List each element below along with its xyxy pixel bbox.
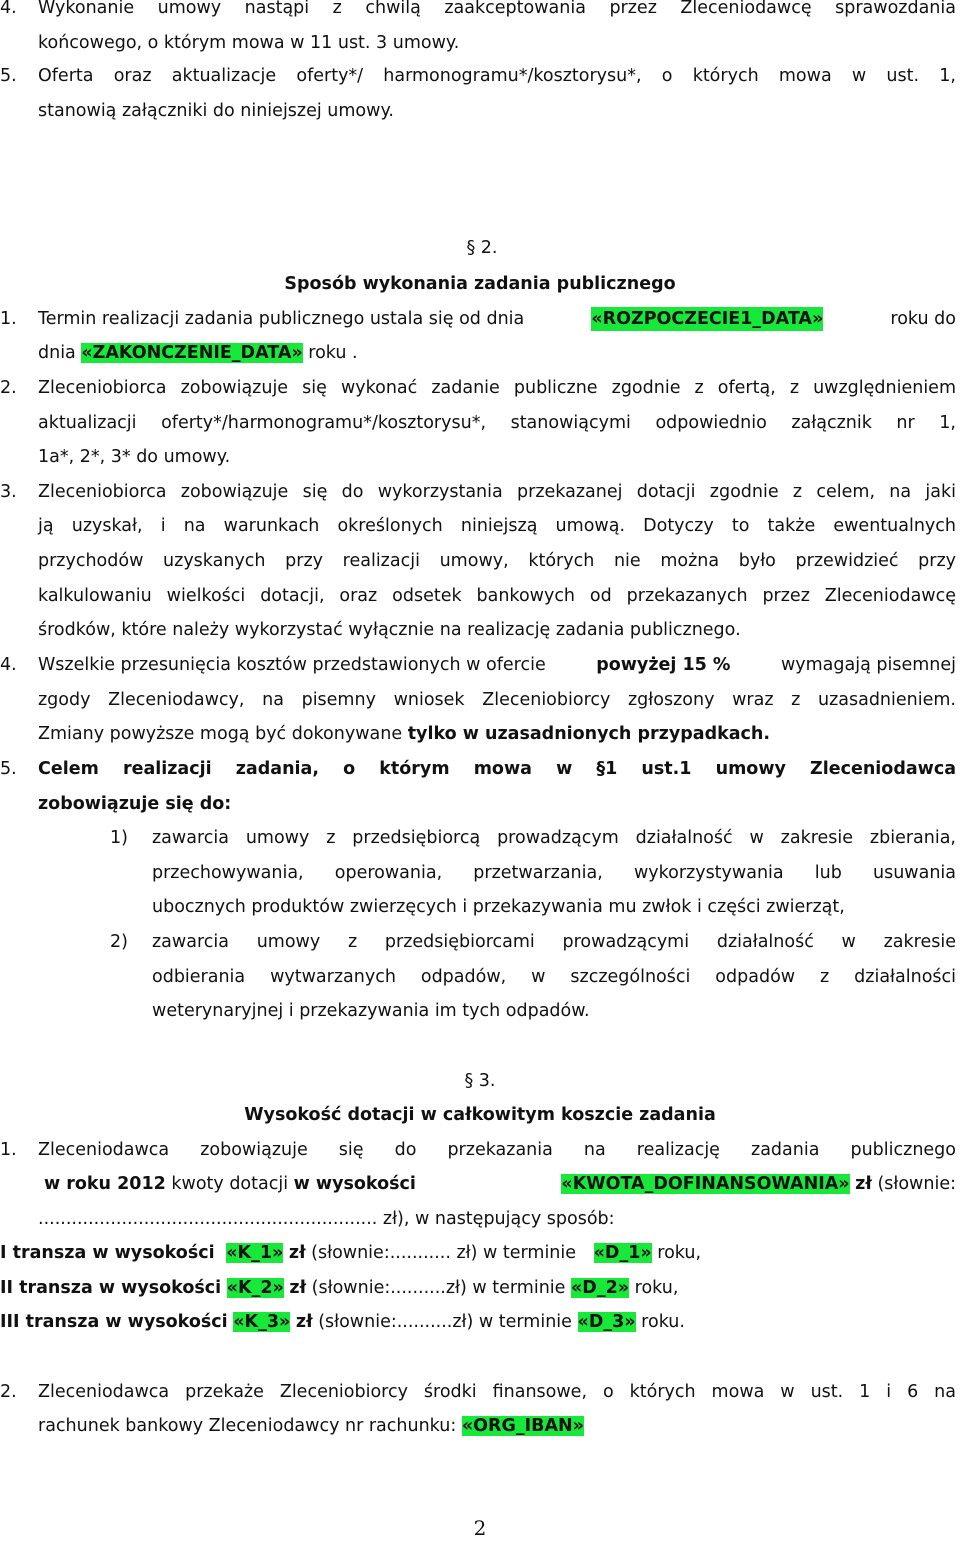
merge-field: «K_3»	[233, 1312, 291, 1332]
text-segment: roku.	[641, 1312, 685, 1332]
paragraph-line: środków, które należy wykorzystać wyłącznie na realizację zadania publicznego.	[38, 620, 741, 640]
tranche-label: II transza w wysokości	[0, 1278, 222, 1298]
text-segment: dnia	[38, 343, 76, 363]
text-segment: (słownie:	[877, 1174, 956, 1194]
sub-item-number: 2)	[110, 932, 128, 952]
text-segment: kwoty dotacji	[171, 1174, 289, 1194]
item-number: 1.	[0, 1140, 17, 1160]
paragraph-line	[38, 653, 956, 677]
paragraph-line	[38, 1414, 584, 1438]
text-segment: roku,	[634, 1278, 679, 1298]
section-title: Sposób wykonania zadania publicznego	[284, 274, 676, 294]
text-segment: Termin realizacji zadania publicznego ustala się od dnia	[38, 309, 525, 329]
tranche-line	[0, 1241, 701, 1265]
text-segment: wymagają pisemnej	[780, 655, 956, 675]
text-segment: roku,	[657, 1243, 702, 1263]
currency-label: zł	[855, 1174, 872, 1194]
paragraph-line: Wykonanie umowy nastąpi z chwilą zaakceptowania przez Zleceniodawcę sprawozdania	[38, 0, 956, 18]
paragraph-line	[38, 307, 956, 331]
item-number: 2.	[0, 1382, 17, 1402]
merge-field: «ROZPOCZECIE1_DATA»	[591, 309, 824, 329]
text-segment: rachunek bankowy Zleceniodawcy nr rachunku:	[38, 1416, 457, 1436]
item-number: 1.	[0, 309, 17, 329]
text-segment: (słownie:..........zł) w terminie	[311, 1278, 566, 1298]
text-segment: roku do	[890, 309, 956, 329]
bold-text: w wysokości	[293, 1174, 416, 1194]
page-number: 2	[473, 1516, 487, 1540]
tranche-line	[0, 1310, 685, 1334]
bold-text: w roku 2012	[44, 1174, 166, 1194]
merge-field: «ZAKONCZENIE_DATA»	[81, 343, 303, 363]
paragraph-line	[44, 1172, 956, 1196]
sub-item-number: 1)	[110, 828, 128, 848]
merge-field: «D_1»	[593, 1243, 652, 1263]
merge-field: «D_3»	[577, 1312, 636, 1332]
paragraph-line: zgody Zleceniodawcy, na pisemny wniosek Zleceniobiorcy zgłoszony wraz z uzasadnieniem.	[38, 690, 956, 710]
section-title: Wysokość dotacji w całkowitym koszcie zadania	[244, 1105, 716, 1125]
text-segment: Zmiany powyższe mogą być dokonywane	[38, 724, 403, 744]
item-number: 4.	[0, 0, 17, 18]
paragraph-line: 1a*, 2*, 3* do umowy.	[38, 447, 231, 467]
merge-field: «KWOTA_DOFINANSOWANIA»	[561, 1174, 850, 1194]
paragraph-line: ............................................................. zł), w następujący sposób:	[38, 1209, 615, 1229]
section-number: § 2.	[466, 238, 498, 258]
paragraph-line: Zleceniodawca przekaże Zleceniobiorcy środki finansowe, o których mowa w ust. 1 i 6 na	[38, 1382, 956, 1402]
merge-field: «ORG_IBAN»	[461, 1416, 584, 1436]
text-segment: roku .	[308, 343, 358, 363]
item-number: 4.	[0, 655, 17, 675]
currency-label: zł	[289, 1278, 307, 1298]
paragraph-line: Celem realizacji zadania, o którym mowa w §1 ust.1 umowy Zleceniodawca	[38, 759, 956, 779]
tranche-line	[0, 1276, 678, 1300]
paragraph-line: Oferta oraz aktualizacje oferty*/ harmonogramu*/kosztorysu*, o których mowa w ust. 1,	[38, 66, 956, 86]
paragraph-line: Zleceniobiorca zobowiązuje się wykonać zadanie publiczne zgodnie z ofertą, z uwzględnieniem	[38, 378, 956, 398]
currency-label: zł	[295, 1312, 313, 1332]
paragraph-line: przechowywania, operowania, przetwarzania, wykorzystywania lub usuwania	[152, 863, 956, 883]
paragraph-line: stanowią załączniki do niniejszej umowy.	[38, 101, 394, 121]
paragraph-line: Zleceniodawca zobowiązuje się do przekazania na realizację zadania publicznego	[38, 1140, 956, 1160]
paragraph-line: zawarcia umowy z przedsiębiorcami prowadzącymi działalność w zakresie	[152, 932, 956, 952]
paragraph-line	[38, 341, 358, 365]
section-number: § 3.	[464, 1071, 496, 1091]
tranche-label: III transza w wysokości	[0, 1312, 228, 1332]
text-segment: Wszelkie przesunięcia kosztów przedstawionych w ofercie	[38, 655, 546, 675]
currency-label: zł	[288, 1243, 306, 1263]
text-segment: (słownie:..........zł) w terminie	[318, 1312, 572, 1332]
paragraph-line: odbierania wytwarzanych odpadów, w szczególności odpadów z działalności	[152, 967, 956, 987]
bold-text: tylko w uzasadnionych przypadkach.	[407, 724, 771, 744]
paragraph-line	[38, 722, 770, 746]
bold-text: powyżej 15 %	[596, 655, 731, 675]
paragraph-line: zawarcia umowy z przedsiębiorcą prowadzącym działalność w zakresie zbierania,	[152, 828, 956, 848]
text-segment: (słownie:........... zł) w terminie	[311, 1243, 577, 1263]
item-number: 3.	[0, 482, 17, 502]
paragraph-line: aktualizacji oferty*/harmonogramu*/kosztorysu*, stanowiącymi odpowiednio załącznik nr 1,	[38, 413, 956, 433]
paragraph-line: zobowiązuje się do:	[38, 794, 232, 814]
merge-field: «K_1»	[226, 1243, 284, 1263]
item-number: 2.	[0, 378, 17, 398]
paragraph-line: weterynaryjnej i przekazywania im tych odpadów.	[152, 1001, 590, 1021]
merge-field: «D_2»	[571, 1278, 630, 1298]
paragraph-line: kalkulowaniu wielkości dotacji, oraz odsetek bankowych od przekazanych przez Zleceniodawcę	[38, 586, 956, 606]
item-number: 5.	[0, 66, 17, 86]
paragraph-line: końcowego, o którym mowa w 11 ust. 3 umowy.	[38, 33, 460, 53]
merge-field: «K_2»	[226, 1278, 284, 1298]
paragraph-line: ubocznych produktów zwierzęcych i przekazywania mu zwłok i części zwierząt,	[152, 897, 845, 917]
paragraph-line: Zleceniobiorca zobowiązuje się do wykorzystania przekazanej dotacji zgodnie z celem, na jaki	[38, 482, 956, 502]
paragraph-line: przychodów uzyskanych przy realizacji umowy, których nie można było przewidzieć przy	[38, 551, 956, 571]
paragraph-line: ją uzyskał, i na warunkach określonych niniejszą umową. Dotyczy to także ewentualnych	[38, 516, 956, 536]
item-number: 5.	[0, 759, 17, 779]
tranche-label: I transza w wysokości	[0, 1243, 215, 1263]
